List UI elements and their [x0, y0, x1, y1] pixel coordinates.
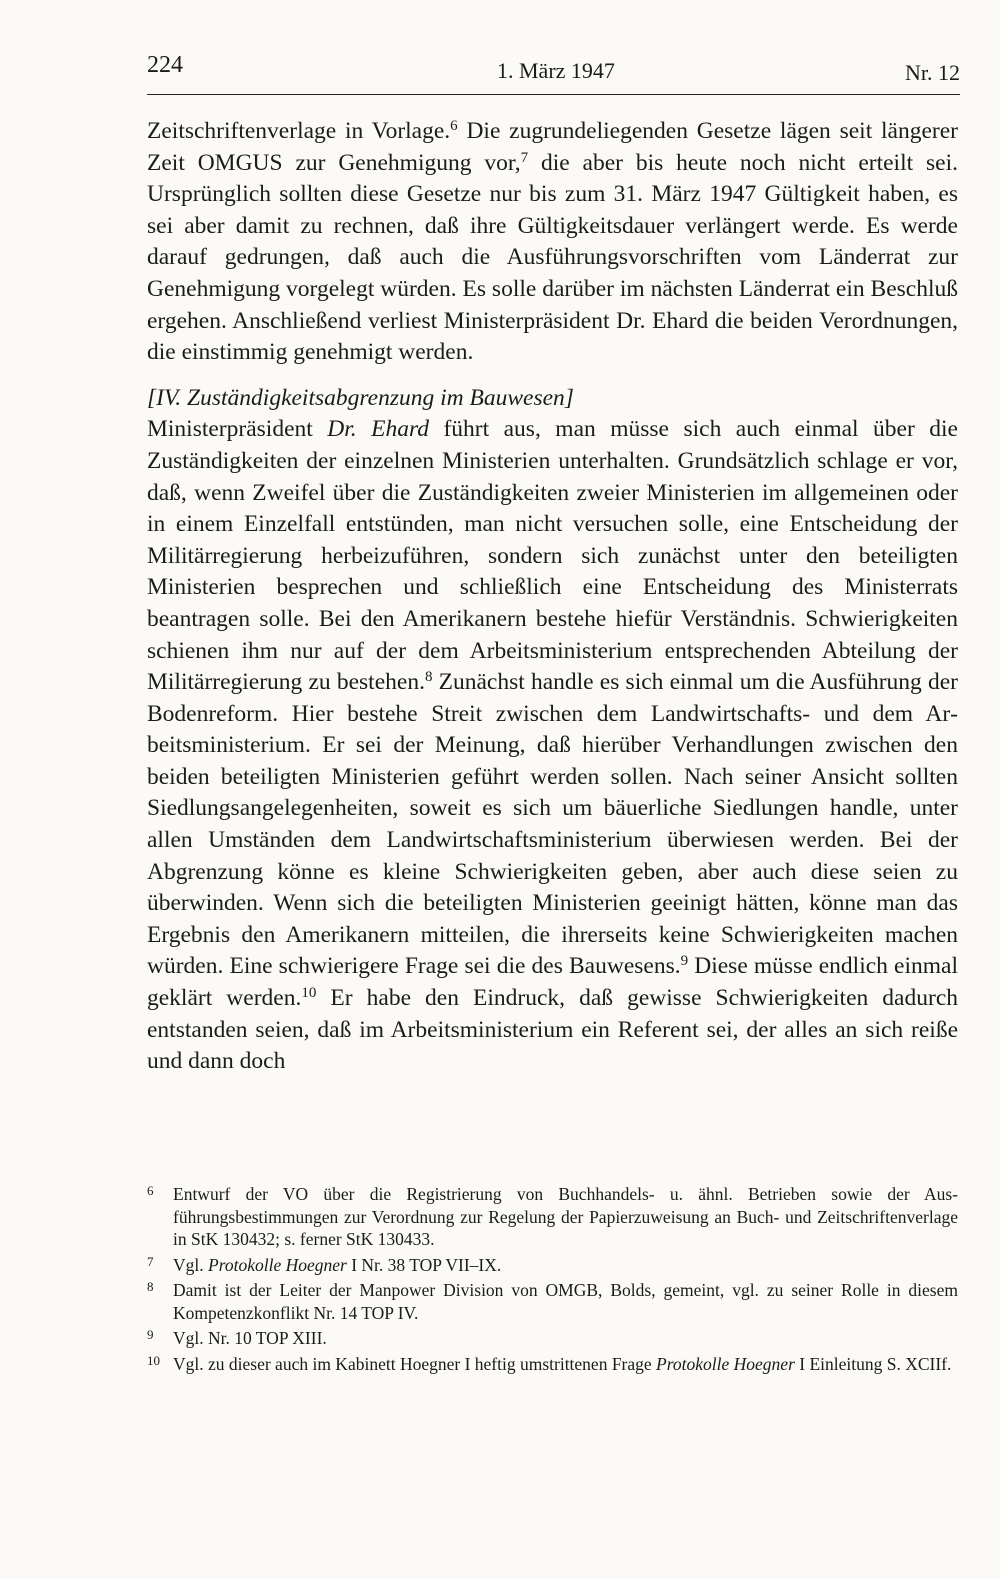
footnote-ref-6: 6: [450, 118, 458, 134]
footnote-text: Vgl.: [173, 1254, 208, 1275]
text-run: Zeitschriftenverlage in Vorlage.: [147, 118, 451, 144]
footnote-text: I Nr. 38 TOP VII–IX.: [346, 1254, 502, 1275]
footnote-text: Vgl. Nr. 10 TOP XIII.: [173, 1328, 327, 1348]
main-text: [147, 116, 958, 1078]
text-run: Diese müsse endlich einmal geklärt werden.: [147, 953, 958, 1012]
footnote-10: [147, 1353, 958, 1376]
header-rule: [147, 94, 960, 95]
footnote-mark: 9: [147, 1327, 154, 1342]
text-run: Die zugrundeliegenden Gesetze lägen seit längerer Zeit OMGUS zur Genehmigung vor,: [147, 118, 958, 176]
footnote-mark: 8: [147, 1279, 154, 1294]
text-run: Ministerpräsident: [147, 416, 328, 443]
footnote-mark: 6: [147, 1183, 154, 1198]
footnote-text: Damit ist der Leiter der Manpower Division von OMGB, Bolds, gemeint, vgl. zu seiner Rolle in diesem Kompetenzkonflikt Nr. 14 TOP IV.: [173, 1280, 958, 1323]
footnote-8: [147, 1279, 958, 1324]
footnote-ref-7: 7: [520, 149, 529, 166]
footnote-9: [147, 1327, 958, 1350]
running-header: [147, 52, 960, 92]
footnote-mark: 7: [147, 1253, 154, 1269]
footnote-mark: 10: [147, 1352, 160, 1368]
footnote-citation: Protokolle Hoegner: [656, 1353, 795, 1374]
footnote-6: [147, 1183, 958, 1251]
paragraph-continuation: [147, 116, 958, 369]
footnote-ref-9: 9: [680, 953, 689, 970]
speaker-name: Dr. Ehard: [327, 416, 429, 443]
footnote-ref-8: 8: [424, 669, 433, 686]
header-date: 1. März 1947: [497, 58, 615, 83]
footnote-citation: Protokolle Hoegner: [208, 1254, 347, 1275]
footnote-text: I Einleitung S. XCIIf.: [794, 1353, 952, 1374]
section-heading: [IV. Zuständigkeitsabgrenzung im Bauwesen]: [147, 384, 574, 411]
paragraph-section-iv: [147, 414, 958, 1077]
page-number: 224: [147, 52, 183, 78]
footnote-text: Entwurf der VO über die Registrierung von Buchhandels- u. ähnl. Betrieben sowie der Ausführungsbestimmungen zur Verordnung zur Regelung der Papierzuweisung an Buch- und Zeitschriftenverlage in StK 130432; s. ferner StK 130433.: [173, 1184, 958, 1249]
text-run: die aber bis heute noch nicht erteilt sei. Ursprünglich sollten diese Gesetze nur bis zum 31. März 1947 Gültigkeit haben, es sei aber damit zu rechnen, daß ihre Gültigkeitsdauer verlängert werde. Es werde darauf gedrungen, daß auch die Ausführungsvorschriften vom Länderrat zur Genehmigung vorgelegt würden. Es solle darüber im nächsten Länderrat ein Beschluß ergehen. Anschließend verliest Ministerpräsident Dr. Ehard die beiden Verordnungen, die einstimmig genehmigt werden.: [147, 149, 958, 366]
footnotes: [147, 1183, 958, 1378]
text-run: Zunächst handle es sich einmal um die Ausführung der Bodenreform. Hier bestehe Streit zwischen dem Landwirtschafts- und dem Arbeitsministerium. Er sei der Meinung, daß hierüber Verhandlungen zwischen den beiden beteiligten Ministerien geführt werden sollen. Nach seiner Ansicht sollten Siedlungsangelegenheiten, soweit es sich um bäuerliche Siedlungen handle, unter allen Umständen dem Landwirtschaftsministerium überwiesen werden. Bei der Abgrenzung könne es kleine Schwierigkeiten geben, aber auch diese seien zu überwinden. Wenn sich die beteiligten Ministerien geeinigt hätten, könne man das Ergebnis den Amerikanern mitteilen, die ihrerseits keine Schwierigkeiten machen würden. Eine schwierigere Frage sei die des Bauwesens.: [147, 669, 958, 980]
footnote-ref-10: 10: [301, 985, 317, 1002]
footnote-text: Vgl. zu dieser auch im Kabinett Hoegner I heftig umstrittenen Frage: [173, 1353, 657, 1374]
footnote-7: [147, 1254, 958, 1277]
text-run: Er habe den Eindruck, daß gewisse Schwierigkeiten dadurch entstanden seien, daß im Arbeitsministerium ein Referent sei, der alles an sich reiße und dann doch: [147, 985, 958, 1075]
text-run: führt aus, man müsse sich auch einmal über die Zuständigkeiten der einzelnen Ministerien unterhalten. Grundsätzlich schlage er vor, daß, wenn Zweifel über die Zuständigkeiten zweier Ministerien im allgemeinen oder in einem Einzelfall entstünden, man nicht versuchen solle, eine Entscheidung der Militärregierung herbeizuführen, sondern sich zunächst unter den beteiligten Ministerien besprechen und schließlich eine Entscheidung des Ministerrats beantragen solle. Bei den Amerikanern bestehe hiefür Verständnis. Schwierigkeiten schienen ihm nur auf der dem Arbeitsministerium entsprechenden Abteilung der Militärregierung zu bestehen.: [147, 416, 958, 696]
header-issue-number: Nr. 12: [905, 60, 960, 85]
